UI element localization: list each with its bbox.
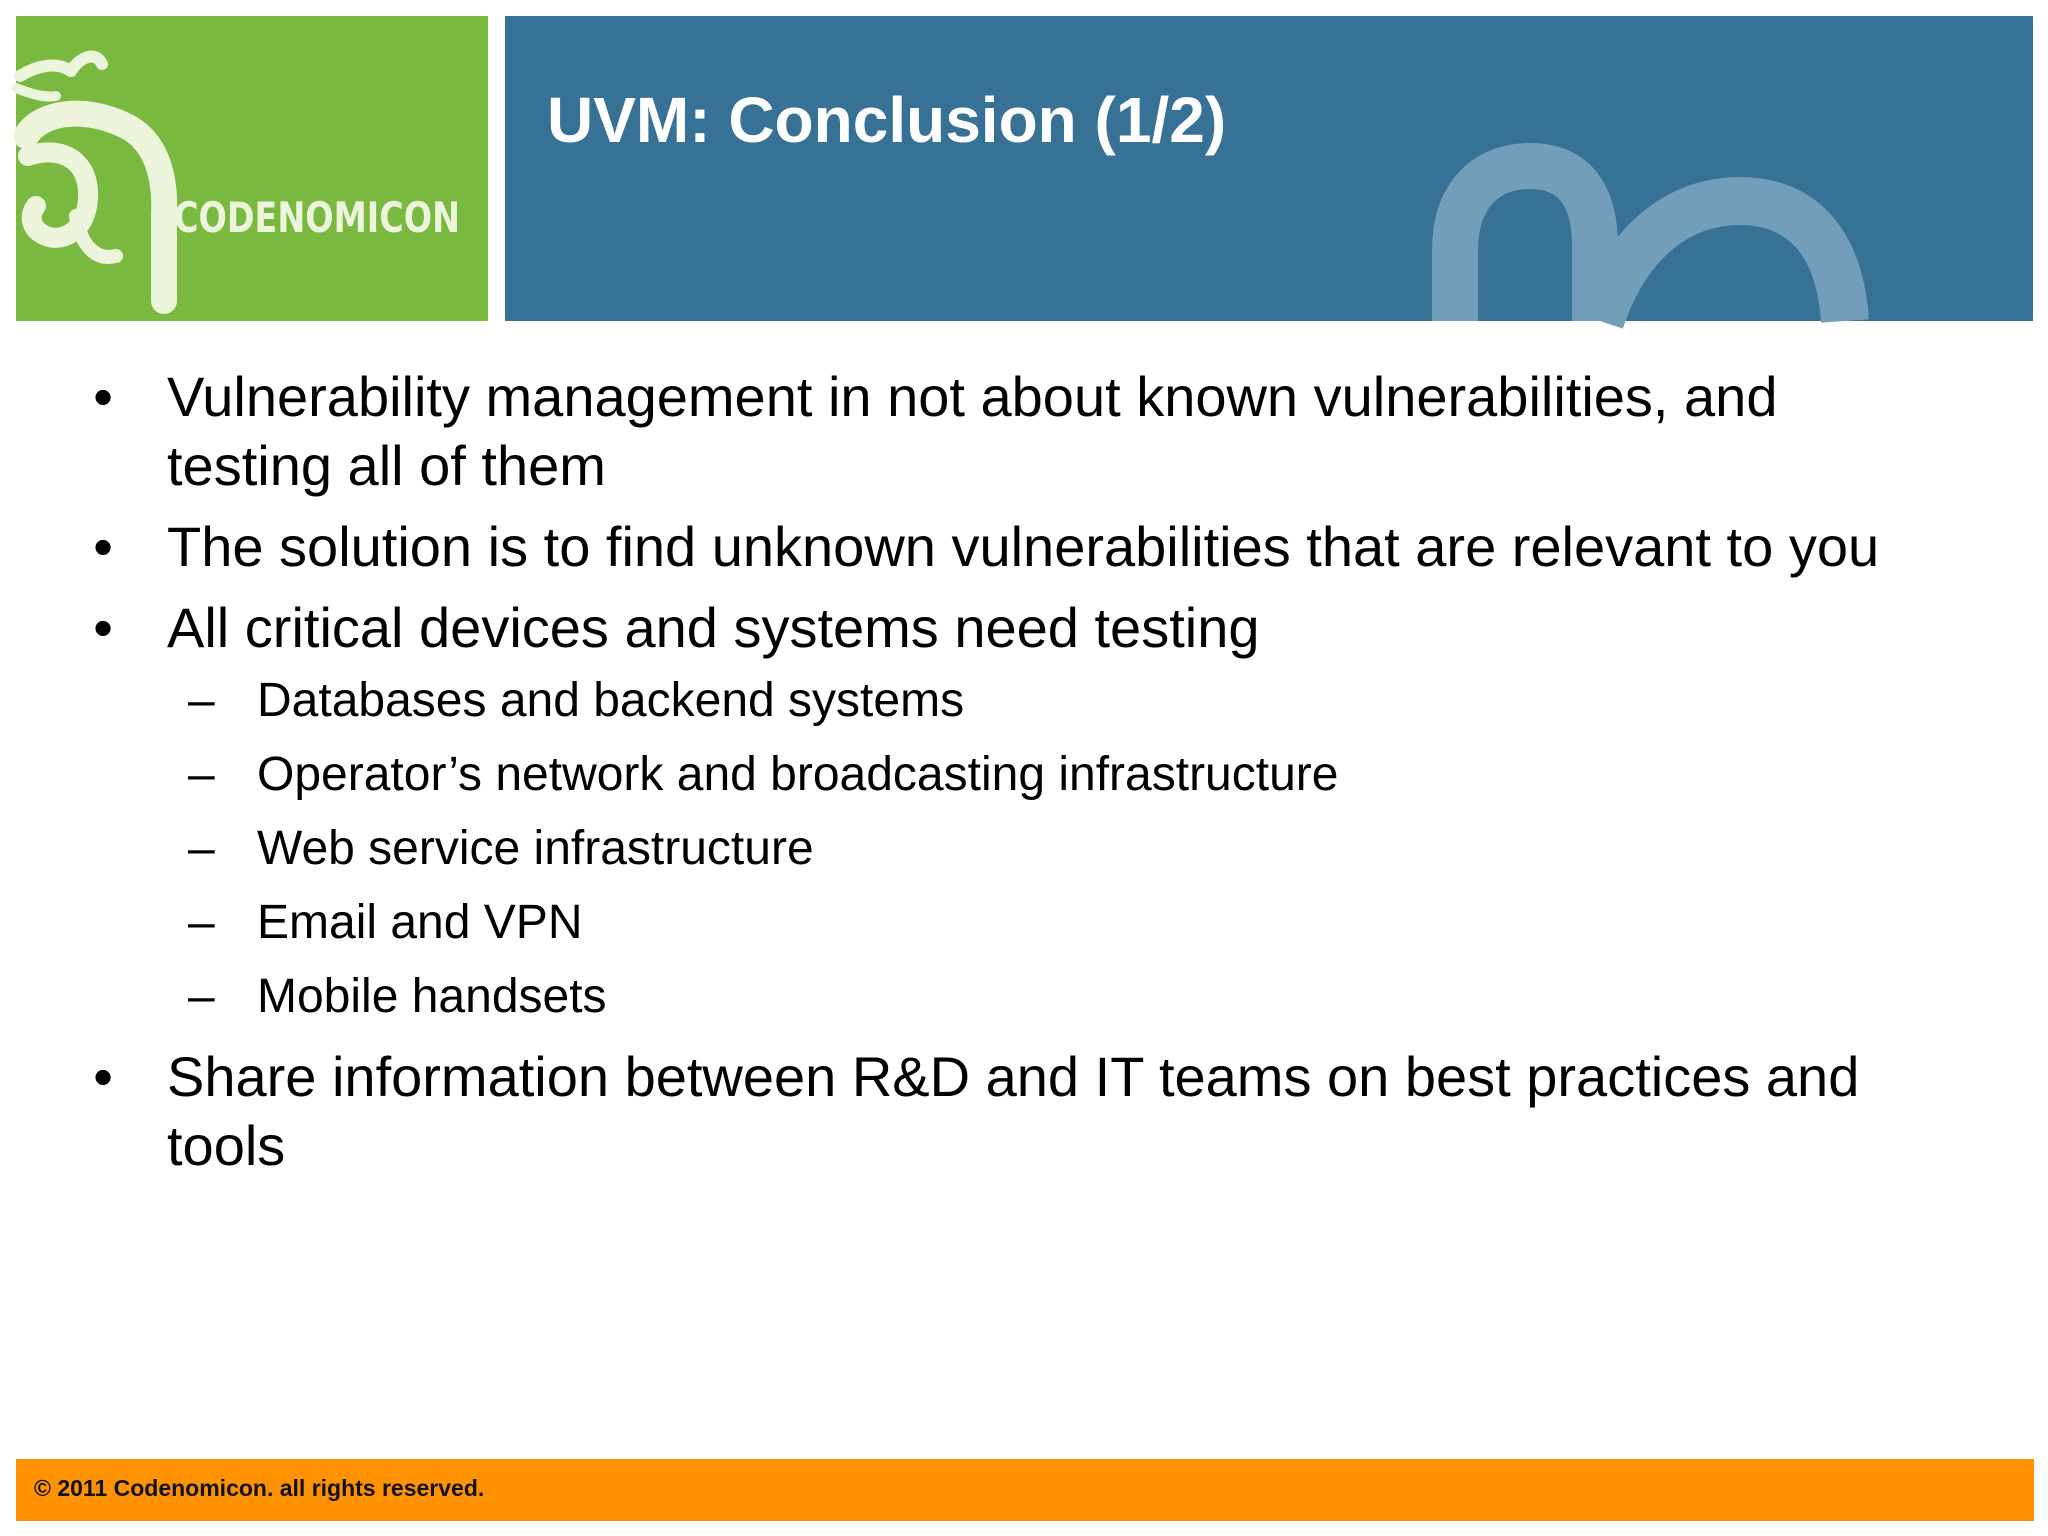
bullet-item <box>0 593 1937 662</box>
sub-bullet-item <box>0 664 1957 738</box>
bullet-item <box>0 512 1937 581</box>
bullet-marker: • <box>93 365 113 428</box>
sub-bullet-text: Databases and backend systems <box>257 674 965 727</box>
slide-title: UVM: Conclusion (1/2) <box>547 84 1227 156</box>
bullet-marker: • <box>93 515 113 578</box>
dash-marker: – <box>188 674 215 727</box>
bullet-text: The solution is to find unknown vulnerabilities that are relevant to you <box>167 515 1880 578</box>
bullet-text: Share information between R&D and IT teams on best practices and tools <box>167 1045 1860 1177</box>
sub-bullet-item <box>0 738 1957 812</box>
dash-marker: – <box>188 822 215 875</box>
footer-bar <box>16 1459 2034 1521</box>
bullet-item <box>0 1042 1937 1180</box>
logo-wordmark: CODENOMICON <box>174 193 460 242</box>
dash-marker: – <box>188 896 215 949</box>
title-panel <box>505 16 2033 321</box>
sub-bullet-list <box>0 664 2048 1034</box>
logo-panel <box>16 16 488 321</box>
bullet-marker: • <box>93 596 113 659</box>
bullet-text: Vulnerability management in not about known vulnerabilities, and testing all of them <box>167 365 1778 497</box>
dash-marker: – <box>188 748 215 801</box>
background-glyph-icon <box>505 16 2033 321</box>
dash-marker: – <box>188 970 215 1023</box>
bullet-marker: • <box>93 1045 113 1108</box>
sub-bullet-text: Web service infrastructure <box>257 822 814 875</box>
copyright-text: © 2011 Codenomicon. all rights reserved. <box>34 1475 485 1501</box>
bullet-item <box>0 362 1937 500</box>
sub-bullet-item <box>0 812 1957 886</box>
bullet-list <box>0 362 2048 1192</box>
sub-bullet-item <box>0 886 1957 960</box>
sub-bullet-text: Mobile handsets <box>257 970 607 1023</box>
sub-bullet-text: Email and VPN <box>257 896 583 949</box>
codenomicon-logo-icon <box>16 16 488 321</box>
sub-bullet-item <box>0 960 1957 1034</box>
bullet-text: All critical devices and systems need testing <box>167 596 1260 659</box>
sub-bullet-text: Operator’s network and broadcasting infrastructure <box>257 748 1339 801</box>
